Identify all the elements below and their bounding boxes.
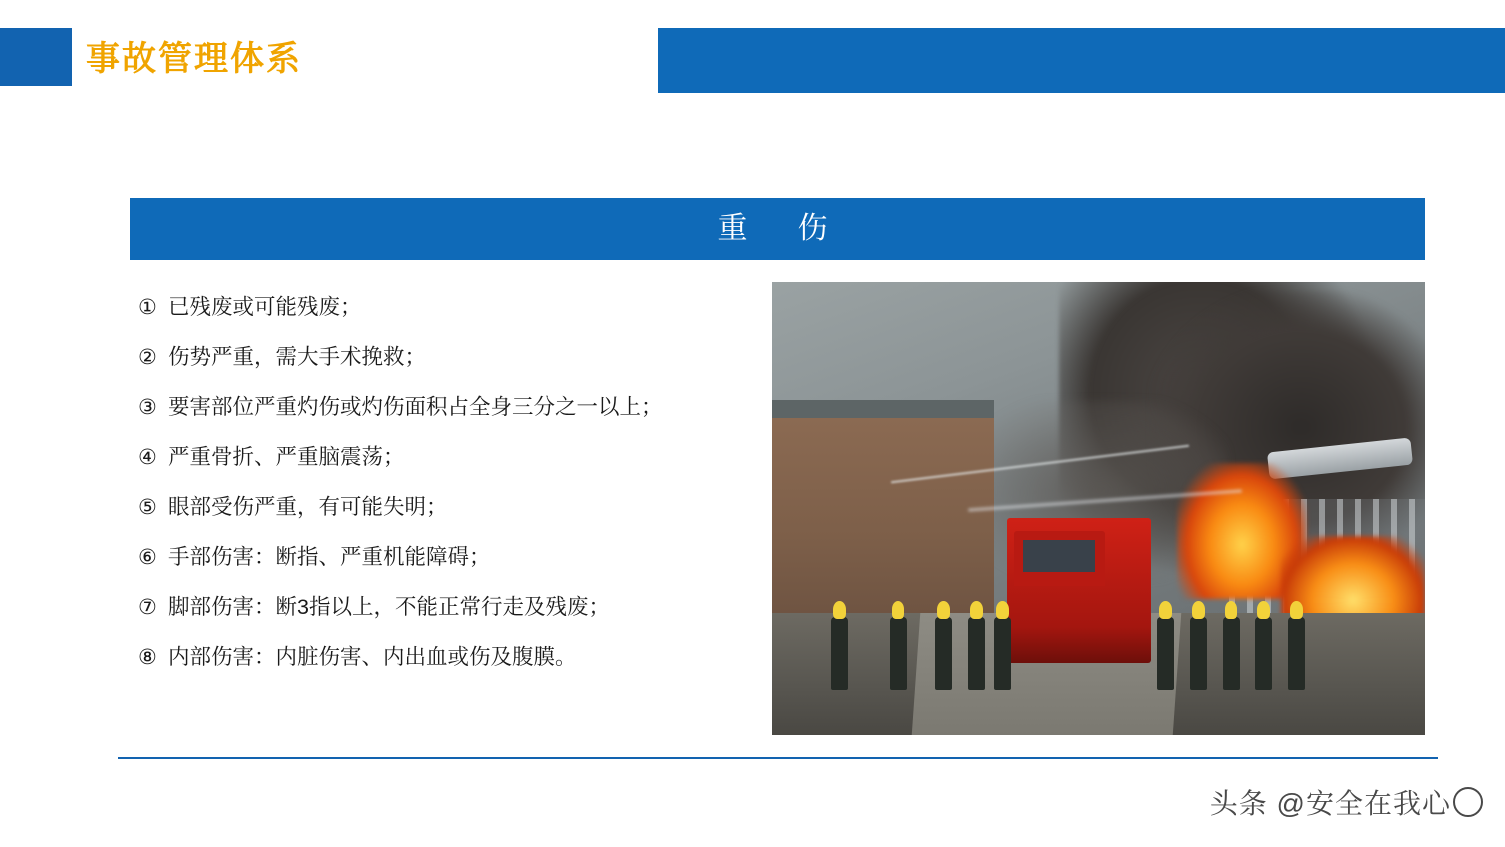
watermark-circle-icon xyxy=(1453,787,1483,817)
list-item-label: 严重骨折、严重脑震荡； xyxy=(168,445,405,469)
list-item-marker: ③ xyxy=(138,396,157,419)
bullet-list xyxy=(138,292,838,692)
list-item-label: 眼部受伤严重，有可能失明； xyxy=(168,495,448,519)
list-item xyxy=(138,642,838,673)
list-item xyxy=(138,392,838,423)
photo-firefighter xyxy=(935,617,952,689)
list-item-marker: ④ xyxy=(138,446,157,469)
footer-divider xyxy=(118,757,1438,759)
photo-firefighter xyxy=(1288,617,1305,689)
list-item xyxy=(138,292,838,323)
photo-brick-wall xyxy=(772,418,994,635)
list-item-marker: ⑧ xyxy=(138,646,157,669)
list-item xyxy=(138,442,838,473)
photo-firefighter xyxy=(831,617,848,689)
photo-firefighter xyxy=(1190,617,1207,689)
list-item-marker: ② xyxy=(138,346,157,369)
fire-scene-photo xyxy=(772,282,1425,735)
list-item xyxy=(138,542,838,573)
header-right-bar xyxy=(658,28,1505,93)
list-item-label: 脚部伤害：断3指以上，不能正常行走及残废； xyxy=(168,595,610,619)
photo-firefighter xyxy=(1255,617,1272,689)
list-item xyxy=(138,342,838,373)
list-item-label: 已残废或可能残废； xyxy=(168,295,362,319)
list-item-marker: ⑥ xyxy=(138,546,157,569)
photo-firefighter xyxy=(890,617,907,689)
section-header-band xyxy=(130,198,1425,260)
list-item-label: 内部伤害：内脏伤害、内出血或伤及腹膜。 xyxy=(168,645,577,669)
page-title: 事故管理体系 xyxy=(86,40,302,78)
list-item xyxy=(138,492,838,523)
list-item-label: 伤势严重，需大手术挽救； xyxy=(168,345,427,369)
photo-fire-truck-windshield xyxy=(1023,540,1095,572)
watermark xyxy=(1210,782,1483,822)
photo-firefighter xyxy=(1223,617,1240,689)
section-title: 重 伤 xyxy=(717,212,838,245)
watermark-text: 头条 @安全在我心 xyxy=(1209,788,1451,819)
list-item xyxy=(138,592,838,623)
list-item-label: 手部伤害：断指、严重机能障碍； xyxy=(168,545,491,569)
list-item-marker: ⑤ xyxy=(138,496,157,519)
photo-firefighter xyxy=(968,617,985,689)
header-accent-line xyxy=(72,28,76,86)
header-left-block xyxy=(0,28,72,86)
list-item-marker: ⑦ xyxy=(138,596,157,619)
photo-firefighter xyxy=(994,617,1011,689)
list-item-marker: ① xyxy=(138,296,157,319)
list-item-label: 要害部位严重灼伤或灼伤面积占全身三分之一以上； xyxy=(168,395,663,419)
photo-firefighter xyxy=(1157,617,1174,689)
